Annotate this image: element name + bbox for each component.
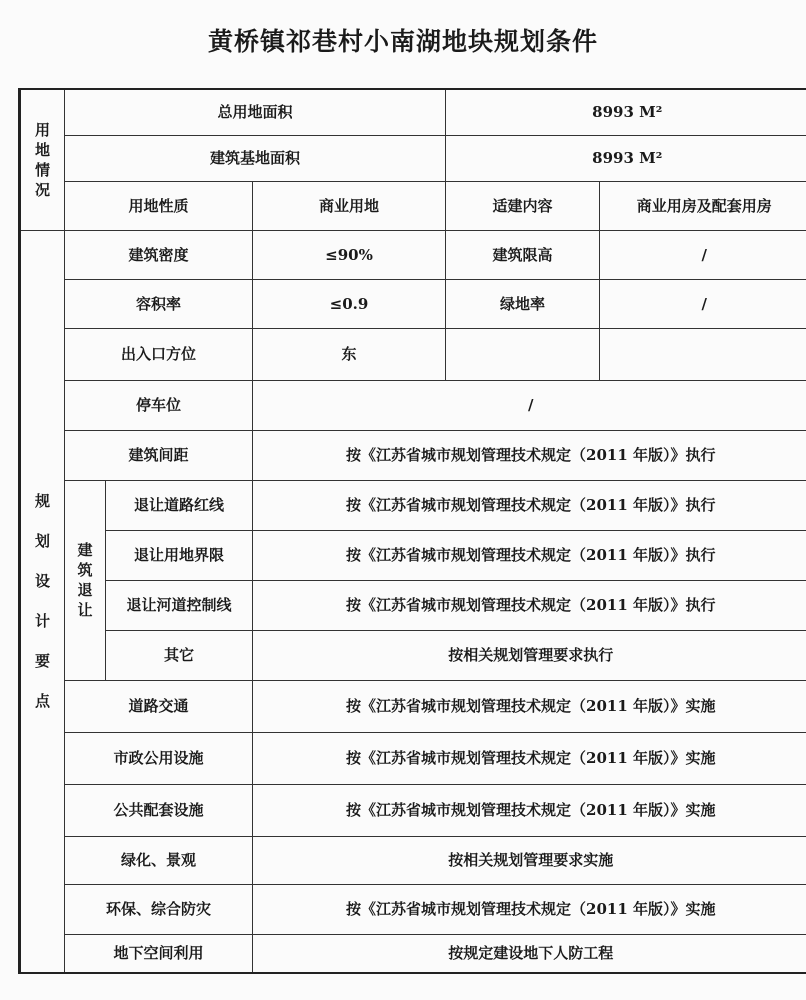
table-row [20,580,806,630]
table-row [20,884,806,934]
table-row [20,732,806,784]
height-limit-label: 建筑限高 [446,230,600,279]
public-facilities-label: 公共配套设施 [65,784,253,836]
table-row [20,630,806,680]
table-row [20,279,806,328]
empty-cell [600,328,806,380]
environment-label: 环保、综合防灾 [65,884,253,934]
setback-river-value: 按《江苏省城市规划管理技术规定（2011 年版）》执行 [253,580,806,630]
table-row [20,430,806,480]
suitable-content-value: 商业用房及配套用房 [600,181,806,230]
underground-value: 按规定建设地下人防工程 [253,934,806,973]
parking-label: 停车位 [65,380,253,430]
setback-other-label: 其它 [106,630,253,680]
height-limit-value: / [600,230,806,279]
land-section-label: 用 地 情 况 [20,89,65,230]
land-nature-value: 商业用地 [253,181,446,230]
table-row [20,135,806,181]
entrance-value: 东 [253,328,446,380]
setback-group-label: 建 筑 退 让 [65,480,106,680]
total-area-value: 8993 M² [446,89,806,135]
road-traffic-value: 按《江苏省城市规划管理技术规定（2011 年版）》实施 [253,680,806,732]
spacing-value: 按《江苏省城市规划管理技术规定（2011 年版）》执行 [253,430,806,480]
plan-section-label: 规 划 设 计 要 点 [20,230,65,973]
spacing-label: 建筑间距 [65,430,253,480]
table-row [20,89,806,135]
greening-label: 绿化、景观 [65,836,253,884]
setback-road-label: 退让道路红线 [106,480,253,530]
municipal-facilities-label: 市政公用设施 [65,732,253,784]
far-label: 容积率 [65,279,253,328]
setback-road-value: 按《江苏省城市规划管理技术规定（2011 年版）》执行 [253,480,806,530]
far-value: ≤0.9 [253,279,446,328]
setback-boundary-value: 按《江苏省城市规划管理技术规定（2011 年版）》执行 [253,530,806,580]
document-title: 黄桥镇祁巷村小南湖地块规划条件 [207,27,598,56]
density-value: ≤90% [253,230,446,279]
setback-river-label: 退让河道控制线 [106,580,253,630]
table-row [20,380,806,430]
green-ratio-label: 绿地率 [446,279,600,328]
public-facilities-value: 按《江苏省城市规划管理技术规定（2011 年版）》实施 [253,784,806,836]
land-nature-label: 用地性质 [65,181,253,230]
municipal-facilities-value: 按《江苏省城市规划管理技术规定（2011 年版）》实施 [253,732,806,784]
environment-value: 按《江苏省城市规划管理技术规定（2011 年版）》实施 [253,884,806,934]
table-row [20,230,806,279]
road-traffic-label: 道路交通 [65,680,253,732]
underground-label: 地下空间利用 [65,934,253,973]
base-area-value: 8993 M² [446,135,806,181]
table-row [20,181,806,230]
base-area-label: 建筑基地面积 [65,135,446,181]
entrance-label: 出入口方位 [65,328,253,380]
setback-boundary-label: 退让用地界限 [106,530,253,580]
greening-value: 按相关规划管理要求实施 [253,836,806,884]
parking-value: / [253,380,806,430]
table-row [20,934,806,973]
empty-cell [446,328,600,380]
table-row [20,328,806,380]
green-ratio-value: / [600,279,806,328]
table-row [20,680,806,732]
table-row [20,784,806,836]
density-label: 建筑密度 [65,230,253,279]
setback-other-value: 按相关规划管理要求执行 [253,630,806,680]
total-area-label: 总用地面积 [65,89,446,135]
table-row [20,480,806,530]
table-row [20,836,806,884]
suitable-content-label: 适建内容 [446,181,600,230]
table-row [20,530,806,580]
planning-conditions-table [18,88,806,974]
